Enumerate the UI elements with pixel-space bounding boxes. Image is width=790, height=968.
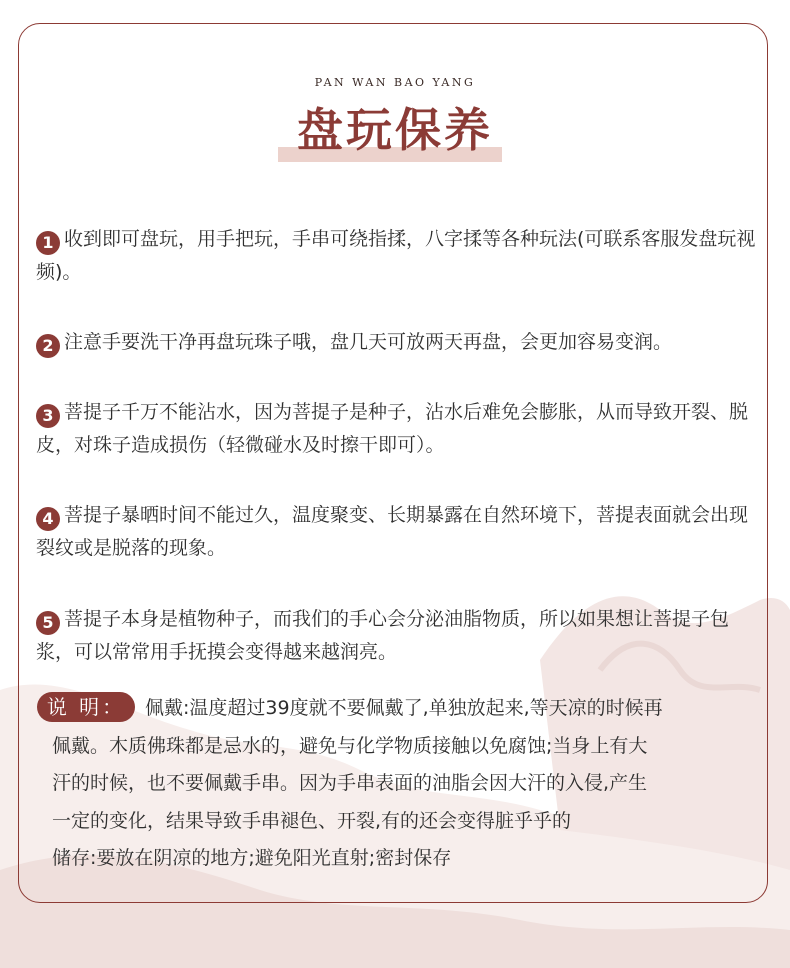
number-badge: 3 [36,404,60,428]
care-item-text: 菩提子本身是植物种子，而我们的手心会分泌油脂物质，所以如果想让菩提子包浆，可以常常用手抚摸会变得越来越润亮。 [36,608,730,663]
care-item-text: 收到即可盘玩，用手把玩，手串可绕指揉，八字揉等各种玩法(可联系客服发盘玩视频)。 [36,228,756,283]
note-line: 汗的时候，也不要佩戴手串。因为手串表面的油脂会因大汗的入侵,产生 [52,772,648,794]
page-title: 盘玩保养 [297,103,493,157]
note-label-badge: 说 明： [37,692,135,722]
note-line: 佩戴。木质佛珠都是忌水的，避免与化学物质接触以免腐蚀;当身上有大 [52,735,648,757]
care-item-text: 菩提子暴晒时间不能过久，温度聚变、长期暴露在自然环境下，菩提表面就会出现裂纹或是脱落的现象。 [36,504,749,559]
care-item-1 [36,223,760,289]
care-item-3 [36,396,760,462]
care-item-5 [36,603,760,669]
number-badge: 2 [36,334,60,358]
care-item-text: 菩提子千万不能沾水，因为菩提子是种子，沾水后难免会膨胀，从而导致开裂、脱皮，对珠子造成损伤（轻微碰水及时擦干即可）。 [36,401,749,456]
note-line: 佩戴:温度超过39度就不要佩戴了,单独放起来,等天凉的时候再 [145,697,663,719]
note-line: 一定的变化，结果导致手串褪色、开裂,有的还会变得脏乎乎的 [52,810,572,832]
title-block [0,100,790,160]
care-item-text: 注意手要洗干净再盘玩珠子哦，盘几天可放两天再盘，会更加容易变润。 [64,331,673,353]
note-line: 储存:要放在阴凉的地方;避免阳光直射;密封保存 [52,847,452,869]
care-item-4 [36,499,760,565]
number-badge: 1 [36,231,60,255]
number-badge: 5 [36,611,60,635]
number-badge: 4 [36,507,60,531]
care-item-2 [36,326,760,359]
page-subtitle: PAN WAN BAO YANG [314,76,476,89]
